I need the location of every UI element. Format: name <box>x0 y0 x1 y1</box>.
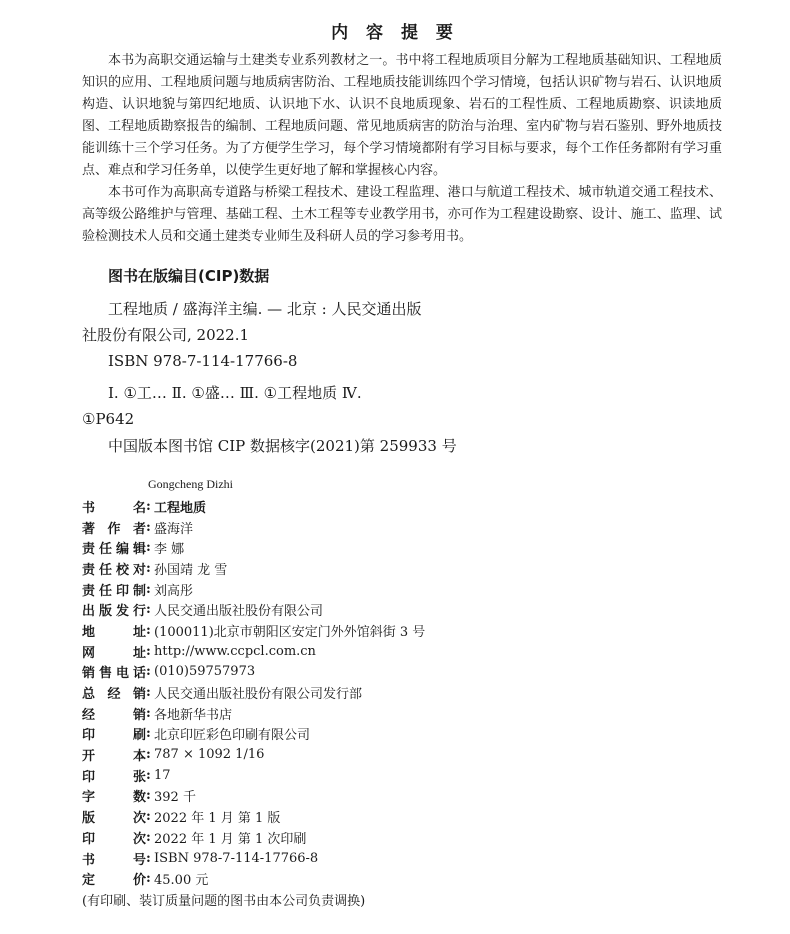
credit-row: 定价 : 45.00 元 <box>82 871 209 889</box>
credit-row: 地址 : (100011)北京市朝阳区安定门外外馆斜街 3 号 <box>82 622 426 640</box>
credit-label: 销售电话 <box>82 666 146 682</box>
credits-table <box>82 496 722 910</box>
credit-value: 人民交通出版社股份有限公司发行部 <box>154 687 363 703</box>
cip-classification: Ⅰ. ①工… Ⅱ. ①盛… Ⅲ. ①工程地质 Ⅳ. <box>108 384 362 402</box>
credit-value: 各地新华书店 <box>154 707 233 723</box>
credit-row: 著作者 : 盛海洋 <box>82 519 194 537</box>
credit-value: http://www.ccpcl.com.cn <box>154 643 316 659</box>
pinyin-title: Gongcheng Dizhi <box>148 477 233 491</box>
credit-label: 字数 <box>82 790 146 806</box>
cip-isbn: ISBN 978-7-114-17766-8 <box>108 352 298 370</box>
credit-value: 17 <box>154 767 171 783</box>
cip-classification-cont: ①P642 <box>82 410 135 428</box>
credit-value: ISBN 978-7-114-17766-8 <box>154 850 319 866</box>
cip-data-number: 中国版本图书馆 CIP 数据核字(2021)第 259933 号 <box>108 437 457 455</box>
credit-value: 李 娜 <box>154 542 185 558</box>
credit-row: 字数 : 392 千 <box>82 788 196 806</box>
credit-value: 45.00 元 <box>154 873 209 889</box>
credit-label: 印张 <box>82 769 146 785</box>
credit-label: 著作者 <box>82 521 146 537</box>
credit-label: 书名 <box>82 500 146 516</box>
credit-label: 责任校对 <box>82 562 146 578</box>
credit-value: (010)59757973 <box>154 664 256 680</box>
credit-value: 392 千 <box>154 790 196 806</box>
credit-value: (100011)北京市朝阳区安定门外外馆斜街 3 号 <box>154 624 426 640</box>
credit-label: 地址 <box>82 624 146 640</box>
content-summary <box>82 50 722 248</box>
credit-value: 刘高彤 <box>154 583 194 599</box>
cip-record <box>82 296 502 432</box>
credit-label: 开本 <box>82 749 146 765</box>
credit-row: 销售电话 : (010)59757973 <box>82 664 256 682</box>
credit-label: 定价 <box>82 873 146 889</box>
cip-publisher-line: 社股份有限公司, 2022.1 <box>82 326 250 344</box>
credit-label: 总经销 <box>82 687 146 703</box>
credit-row: 书号 : ISBN 978-7-114-17766-8 <box>82 850 319 868</box>
credit-value: 盛海洋 <box>154 521 194 537</box>
page-title: 内 容 提 要 <box>331 23 459 43</box>
credit-row: 开本 : 787 × 1092 1/16 <box>82 747 265 765</box>
credit-value: 孙国靖 龙 雪 <box>154 562 228 578</box>
credit-label: 印次 <box>82 831 146 847</box>
credit-value: 人民交通出版社股份有限公司 <box>154 604 324 620</box>
quality-note: (有印刷、装订质量问题的图书由本公司负责调换) <box>82 893 366 909</box>
credit-value: 工程地质 <box>154 500 207 516</box>
credit-row: 总经销 : 人民交通出版社股份有限公司发行部 <box>82 685 363 703</box>
summary-paragraph-2: 本书可作为高职高专道路与桥梁工程技术、建设工程监理、港口与航道工程技术、城市轨道交通工程技术、高等级公路维护与管理、基础工程、土木工程等专业教学用书，亦可作为工程建设勘察、设计、施工、监理、试验检测技术人员和交通土建类专业师生及科研人员的学习参考用书。 <box>82 185 722 244</box>
credit-row: 印刷 : 北京印匠彩色印刷有限公司 <box>82 726 311 744</box>
credit-label: 责任编辑 <box>82 542 146 558</box>
credit-row: 书名 : 工程地质 <box>82 498 207 516</box>
cip-heading: 图书在版编目(CIP)数据 <box>108 267 270 285</box>
credit-label: 责任印制 <box>82 583 146 599</box>
credit-row: 责任校对 : 孙国靖 龙 雪 <box>82 560 228 578</box>
credit-row: 责任编辑 : 李 娜 <box>82 540 185 558</box>
credit-row: 责任印制 : 刘高彤 <box>82 581 194 599</box>
credit-row: 出版发行 : 人民交通出版社股份有限公司 <box>82 602 324 620</box>
credit-label: 印刷 <box>82 728 146 744</box>
credit-row: 网址 : http://www.ccpcl.com.cn <box>82 643 316 661</box>
credit-row: 印张 : 17 <box>82 767 171 785</box>
credit-label: 出版发行 <box>82 604 146 620</box>
credit-value: 2022 年 1 月 第 1 版 <box>154 811 281 827</box>
credit-label: 经销 <box>82 707 146 723</box>
credit-row: 印次 : 2022 年 1 月 第 1 次印刷 <box>82 829 307 847</box>
credit-row: 版次 : 2022 年 1 月 第 1 版 <box>82 809 281 827</box>
credit-label: 版次 <box>82 811 146 827</box>
credit-value: 787 × 1092 1/16 <box>154 747 265 763</box>
credit-row: 经销 : 各地新华书店 <box>82 705 233 723</box>
summary-paragraph-1: 本书为高职交通运输与土建类专业系列教材之一。书中将工程地质项目分解为工程地质基础知识、工程地质知识的应用、工程地质问题与地质病害防治、工程地质技能训练四个学习情境，包括认识矿物与岩石、认识地质构造、认识地貌与第四纪地质、认识地下水、认识不良地质现象、岩石的工程性质、工程地质勘察、识读地质图、工程地质勘察报告的编制、工程地质问题、常见地质病害的防治与治理、室内矿物与岩石鉴别、野外地质技能训练十三个学习任务。为了方便学生学习，每个学习情境都附有学习目标与要求，每个工作任务都附有学习重点、难点和学习任务单，以使学生更好地了解和掌握核心内容。 <box>82 53 722 178</box>
credit-label: 书号 <box>82 852 146 868</box>
credit-value: 2022 年 1 月 第 1 次印刷 <box>154 831 307 847</box>
cip-title-line: 工程地质 / 盛海洋主编. — 北京 : 人民交通出版 <box>108 300 422 318</box>
credit-value: 北京印匠彩色印刷有限公司 <box>154 728 311 744</box>
credit-label: 网址 <box>82 645 146 661</box>
